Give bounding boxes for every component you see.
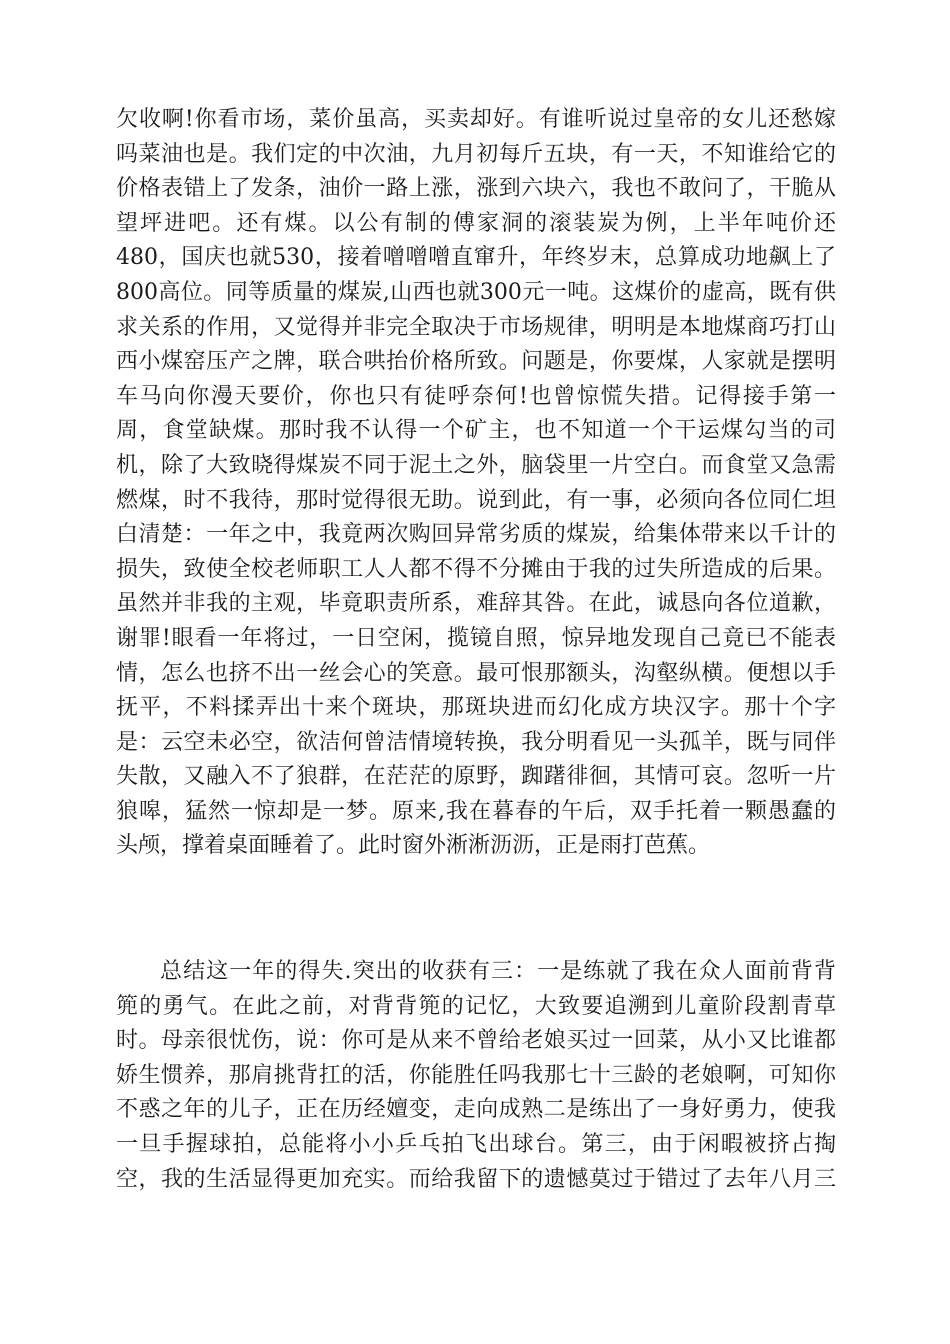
text-line: 车马向你漫天要价，你也只有徒呼奈何!也曾惊慌失措。记得接手第一 xyxy=(116,383,836,409)
text-line: 480，国庆也就530，接着噌噌噌直窜升，年终岁末，总算成功地飙上了 xyxy=(116,245,836,271)
text-line: 求关系的作用，又觉得并非完全取决于市场规律，明明是本地煤商巧打山 xyxy=(116,314,836,340)
text-line: 头颅，撑着桌面睡着了。此时窗外淅淅沥沥，正是雨打芭蕉。 xyxy=(116,833,711,859)
text-line: 白清楚：一年之中，我竟两次购回异常劣质的煤炭，给集体带来以千计的 xyxy=(116,522,836,548)
text-line: 价格表错上了发条，油价一路上涨，涨到六块六，我也不敢问了，干脆从 xyxy=(116,176,836,202)
text-line: 不惑之年的儿子，正在历经嬗变，走向成熟二是练出了一身好勇力，使我 xyxy=(116,1097,836,1123)
text-line: 损失，致使全校老师职工人人都不得不分摊由于我的过失所造成的后果。 xyxy=(116,556,836,582)
text-line: 娇生惯养，那肩挑背扛的活，你能胜任吗我那七十三龄的老娘啊，可知你 xyxy=(116,1062,836,1088)
text-line: 谢罪!眼看一年将过，一日空闲，揽镜自照，惊异地发现自己竟已不能表 xyxy=(116,625,836,651)
text-line: 一旦手握球拍，总能将小小乒乓拍飞出球台。第三，由于闲暇被挤占掏 xyxy=(116,1131,836,1157)
text-line: 吗菜油也是。我们定的中次油，九月初每斤五块，有一天，不知谁给它的 xyxy=(116,141,836,167)
text-line: 望坪进吧。还有煤。以公有制的傅家洞的滚装炭为例，上半年吨价还 xyxy=(116,210,836,236)
text-line: 抚平，不料揉弄出十来个斑块，那斑块进而幻化成方块汉字。那十个字 xyxy=(116,695,836,721)
text-line: 空，我的生活显得更加充实。而给我留下的遗憾莫过于错过了去年八月三 xyxy=(116,1166,836,1192)
text-line: 情，怎么也挤不出一丝会心的笑意。最可恨那额头，沟壑纵横。便想以手 xyxy=(116,660,836,686)
text-line: 欠收啊!你看市场，菜价虽高，买卖却好。有谁听说过皇帝的女儿还愁嫁 xyxy=(116,107,836,132)
text-line: 总结这一年的得失.突出的收获有三：一是练就了我在众人面前背背 xyxy=(160,959,836,984)
text-line: 篼的勇气。在此之前，对背背篼的记忆，大致要追溯到儿童阶段割青草 xyxy=(116,993,836,1019)
paragraph-1 xyxy=(116,103,836,864)
text-line: 周，食堂缺煤。那时我不认得一个矿主，也不知道一个干运煤勾当的司 xyxy=(116,418,836,444)
text-line: 狼嗥，猛然一惊却是一梦。原来,我在暮春的午后，双手托着一颗愚蠢的 xyxy=(116,798,836,824)
text-line: 失散，又融入不了狼群，在茫茫的原野，踟躇徘徊，其情可哀。忽听一片 xyxy=(116,764,836,790)
text-line: 是：云空未必空，欲洁何曾洁情境转换，我分明看见一头孤羊，既与同伴 xyxy=(116,729,836,755)
text-line: 800高位。同等质量的煤炭,山西也就300元一吨。这煤价的虚高，既有供 xyxy=(116,279,836,305)
text-line: 机，除了大致晓得煤炭不同于泥土之外，脑袋里一片空白。而食堂又急需 xyxy=(116,452,836,478)
text-line: 西小煤窑压产之牌，联合哄抬价格所致。问题是，你要煤，人家就是摆明 xyxy=(116,349,836,375)
text-line: 虽然并非我的主观，毕竟职责所系，难辞其咎。在此，诚恳向各位道歉， xyxy=(116,591,836,617)
text-line: 燃煤，时不我待，那时觉得很无助。说到此，有一事，必须向各位同仁坦 xyxy=(116,487,836,513)
text-line: 时。母亲很忧伤，说：你可是从来不曾给老娘买过一回菜，从小又比谁都 xyxy=(116,1028,836,1054)
paragraph-2 xyxy=(116,955,836,1197)
